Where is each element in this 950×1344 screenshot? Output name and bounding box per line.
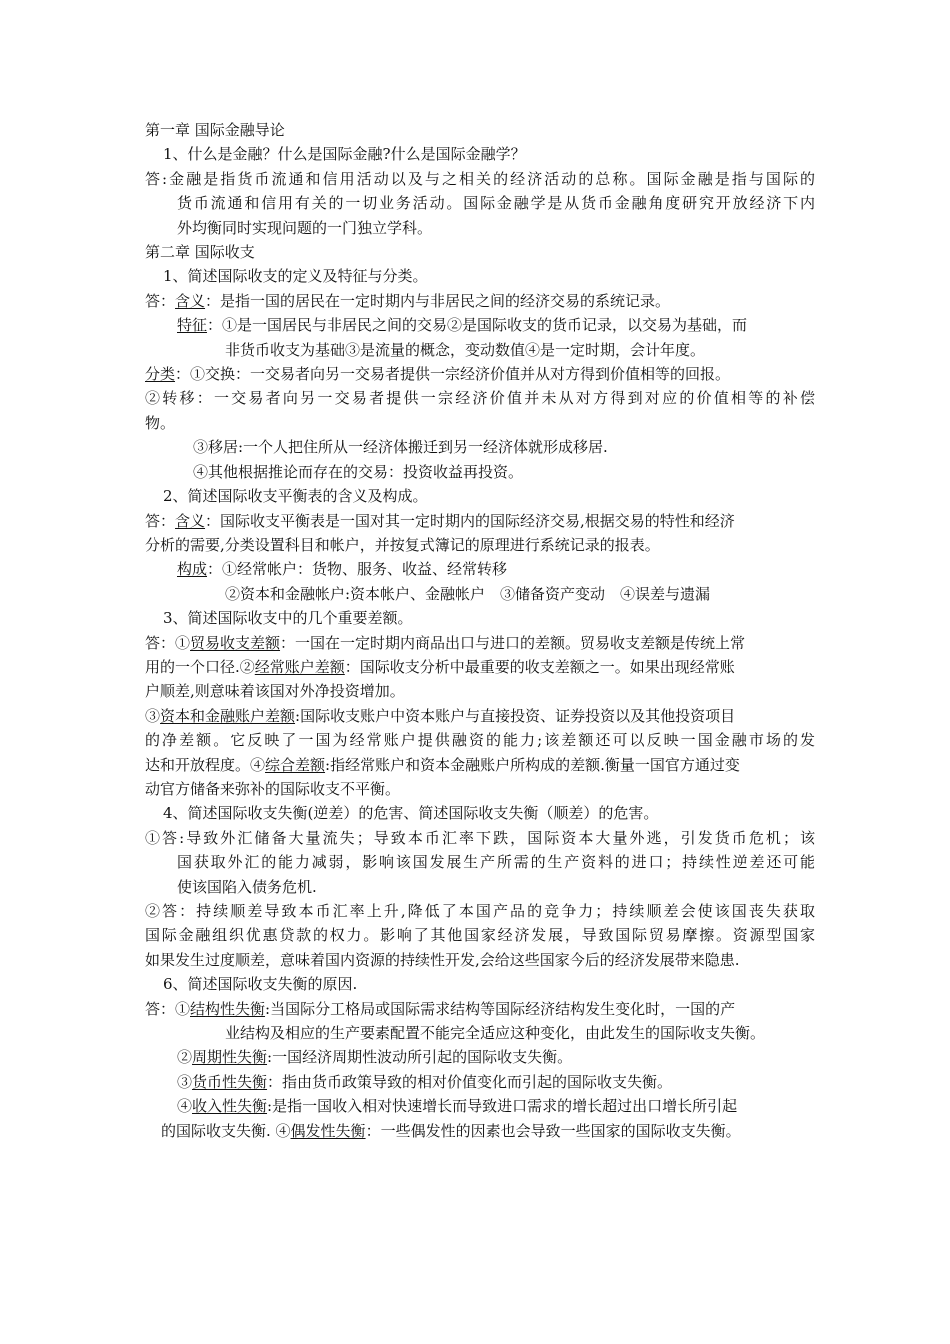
term-monetary-imbalance: 货币性失衡 [192,1072,268,1091]
ch1-answer-line: 答:金融是指货币流通和信用活动以及与之相关的经济活动的总称。国际金融是指与国际的 [145,169,815,188]
answer-text: :当国际分工格局或国际需求结构等国际经济结构发生变化时，一国的产 [265,999,736,1018]
answer-text: ④ [177,1097,193,1116]
answer-text: ② [177,1048,193,1067]
answer-line [145,1094,815,1118]
answer-line [145,362,815,386]
answer-line: 动官方储备来弥补的国际收支不平衡。 [145,779,401,798]
answer-text: 达和开放程度。④ [145,755,266,774]
answer-line: ③移居:一个人把住所从一经济体搬迁到另一经济体就形成移居. [193,438,608,457]
ch2-question-4: 4、简述国际收支失衡(逆差）的危害、简述国际收支失衡（顺差）的危害。 [163,804,659,823]
answer-line [145,1119,815,1143]
answer-text: ：国际收支平衡表是一国对其一定时期内的国际经济交易,根据交易的特性和经济 [205,511,735,530]
answer-line: 国际金融组织优惠贷款的权力。影响了其他国家经济发展，导致国际贸易摩擦。资源型国家 [145,926,815,945]
answer-line: 使该国陷入债务危机. [177,877,317,896]
answer-line [145,1045,815,1069]
term-current-account-balance: 经常账户差额 [254,657,345,676]
answer-text: :是指一国收入相对快速增长而导致进口需求的增长超过出口增长所引起 [267,1097,738,1116]
ch1-answer-line: 外均衡同时实现问题的一门独立学科。 [177,218,433,237]
term-income-imbalance: 收入性失衡 [192,1097,268,1116]
answer-text: ：是指一国的居民在一定时期内与非居民之间的经济交易的系统记录。 [205,291,671,310]
answer-line: ②答：持续顺差导致本币汇率上升,降低了本国产品的竞争力；持续顺差会使该国丧失获取 [145,902,815,920]
answer-text: ：指由货币政策导致的相对价值变化而引起的国际收支失衡。 [267,1072,673,1091]
answer-line: 户顺差,则意味着该国对外净投资增加。 [145,682,405,701]
answer-text: ：①是一国居民与非居民之间的交易②是国际收支的货币记录，以交易为基础，而 [207,316,748,335]
term-definition: 含义 [175,511,206,530]
answer-text: 答：① [145,633,191,652]
term-cyclical-imbalance: 周期性失衡 [192,1048,268,1067]
answer-line: 的净差额。它反映了一国为经常账户提供融资的能力;该差额还可以反映一国金融市场的发 [145,731,815,750]
answer-text: 答：① [145,999,191,1018]
answer-line [145,997,815,1021]
term-trade-balance: 贸易收支差额 [190,633,281,652]
ch2-question-6: 6、简述国际收支失衡的原因. [163,975,358,994]
answer-prefix: 答： [145,511,176,530]
term-structural-imbalance: 结构性失衡 [190,999,266,1018]
term-features: 特征 [177,316,208,335]
answer-line [145,631,815,655]
answer-line: 分析的需要,分类设置科目和帐户，并按复式簿记的原理进行系统记录的报表。 [145,535,660,554]
answer-line: ①答:导致外汇储备大量流失；导致本币汇率下跌，国际资本大量外逃，引发货币危机；该 [145,828,815,847]
answer-text: ：国际收支分析中最重要的收支差额之一。如果出现经常账 [344,657,735,676]
ch1-question-1: 1、什么是金融？什么是国际金融?什么是国际金融学？ [163,145,526,164]
answer-line: ②资本和金融帐户:资本帐户、金融帐户 ③储备资产变动 ④误差与遗漏 [225,584,711,603]
ch2-question-2: 2、简述国际收支平衡表的含义及构成。 [163,487,428,506]
term-classification: 分类 [145,365,176,384]
answer-line: 国获取外汇的能力减弱，影响该国发展生产所需的生产资料的进口；持续性逆差还可能 [177,853,815,872]
chapter-2-title: 第二章 国际收支 [145,243,255,262]
chapter-1-title: 第一章 国际金融导论 [145,121,285,139]
answer-line: 非货币收支为基础③是流量的概念，变动数值④是一定时期，会计年度。 [225,340,706,359]
term-definition: 含义 [175,291,206,310]
answer-line [145,704,815,728]
answer-text: :一国经济周期性波动所引起的国际收支失衡。 [267,1048,573,1067]
answer-line: 业结构及相应的生产要素配置不能完全适应这种变化，由此发生的国际收支失衡。 [225,1024,766,1043]
answer-text: 用的一个口径.② [145,657,255,676]
answer-line [145,753,815,777]
answer-line: ④其他根据推论而存在的交易：投资收益再投资。 [193,462,524,481]
answer-line [145,1070,815,1094]
answer-line [145,557,815,581]
answer-text: ：一些偶发性的因素也会导致一些国家的国际收支失衡。 [365,1121,741,1140]
term-composition: 构成 [177,560,208,579]
answer-line [145,313,815,337]
answer-text: :指经常账户和资本金融账户所构成的差额.衡量一国官方通过变 [325,755,740,774]
answer-text: ③ [177,1072,193,1091]
answer-text: ：①经常帐户：货物、服务、收益、经常转移 [207,560,508,579]
term-capital-financial-balance: 资本和金融账户差额 [160,706,296,725]
answer-text: ：①交换：一交易者向另一交易者提供一宗经济价值并从对方得到价值相等的回报。 [175,365,731,384]
document-page [145,118,815,1143]
answer-line: 如果发生过度顺差，意味着国内资源的持续性开发,会给这些国家今后的经济发展带来隐患. [145,950,740,969]
answer-text: ：一国在一定时期内商品出口与进口的差额。贸易收支差额是传统上常 [280,633,746,652]
answer-line [145,509,815,533]
term-overall-balance: 综合差额 [265,755,326,774]
ch2-question-1: 1、简述国际收支的定义及特征与分类。 [163,267,428,286]
ch2-question-3: 3、简述国际收支中的几个重要差额。 [163,609,413,628]
answer-line [145,655,815,679]
answer-line: 物。 [145,413,176,432]
answer-line [145,289,815,313]
answer-prefix: 答： [145,291,176,310]
answer-line: ②转移：一交易者向另一交易者提供一宗经济价值并未从对方得到对应的价值相等的补偿 [145,389,815,408]
answer-text: :国际收支账户中资本账户与直接投资、证券投资以及其他投资项目 [295,706,736,725]
answer-text: ③ [145,706,161,725]
term-accidental-imbalance: 偶发性失衡 [290,1121,366,1140]
answer-text: 的国际收支失衡. ④ [161,1121,291,1140]
ch1-answer-line: 货币流通和信用有关的一切业务活动。国际金融学是从货币金融角度研究开放经济下内 [177,194,815,213]
